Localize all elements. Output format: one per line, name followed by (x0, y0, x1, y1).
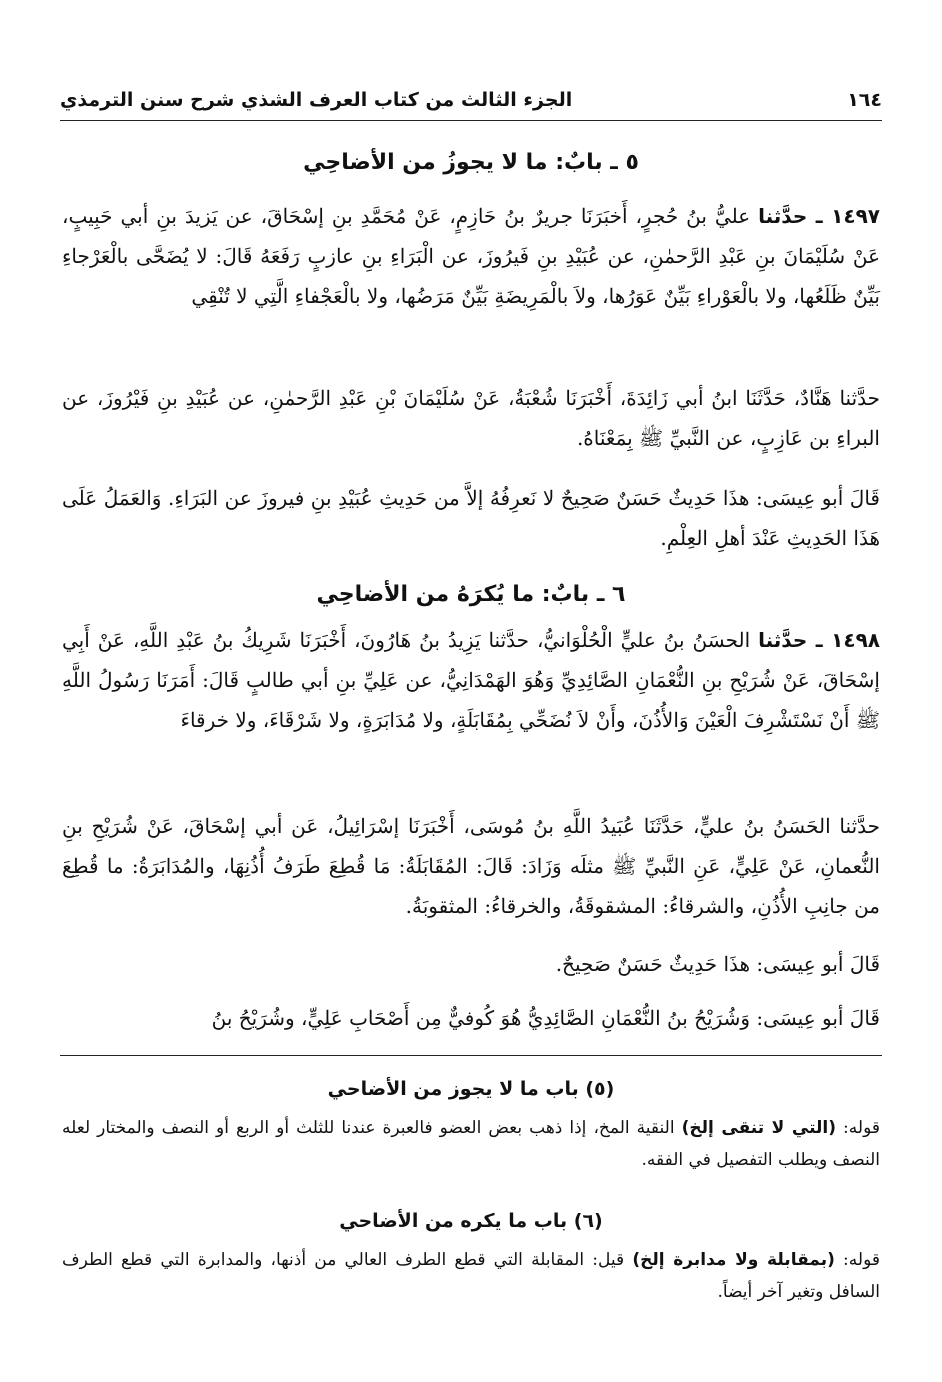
commentary-5 (62, 1078, 880, 1176)
section-6 (62, 582, 880, 607)
section-5 (62, 150, 880, 175)
hadith-text: الحسَنُ بنُ عليٍّ الْحُلْوَانيُّ، حدَّثنا يَزِيدُ بنُ هَارُونَ، أَخْبَرَنَا شَرِيكُ بنُ عَبْدِ اللَّهِ، عَنْ أَبِي إسْحَاقَ، عَنْ شُرَيْحِ بنِ النُّعْمَانِ الصَّائِدِيِّ وَهُوَ الهَمْدَانِيُّ، عن عَلِيِّ بنِ أبي طالبٍ قَالَ: أَمَرَنَا رَسُولُ اللَّهِ ﷺ أَنْ نَسْتَشْرِفَ الْعَيْنَ وَالأُذُنَ، وأَنْ لاَ نُضَحِّي بِمُقَابَلَةٍ، ولا مُدَابَرَةٍ، ولا شَرْقَاءَ، ولا خرقاءَ (62, 628, 880, 732)
note-lead: (بمقابلة ولا مدابرة إلخ) (632, 1250, 835, 1270)
grading-paragraph (62, 478, 880, 558)
chain-paragraph (62, 378, 880, 458)
commentary-note (62, 1112, 880, 1176)
narration-paragraph: حدَّثنا الحَسَنُ بنُ عليٍّ، حَدَّثَنَا عُبَيدُ اللَّهِ بنُ مُوسَى، أَخْبَرَنَا إسْرَائِيلُ، عَن أبي إسْحَاقَ، عَنْ شُرَيْحِ بنِ النُّعمانِ، عَنْ عَلِيٍّ، عَنِ النَّبيِّ ﷺ مثلَه وَزَادَ: قَالَ: المُقَابَلَةُ: مَا قُطِعَ طَرَفُ أُذُنِهَا، والمُدَابَرَةُ: ما قُطِعَ من جانِبِ الأُذُنِ، والشرقاءُ: المشقوقَةُ، والخرقاءُ: المثقوبَةُ. (62, 814, 880, 918)
commentary-note (62, 1244, 880, 1308)
hadith-paragraph (62, 196, 880, 316)
commentary-divider (60, 1055, 882, 1056)
hadith-text: عليُّ بنُ حُجرٍ، أَخبَرَنَا جريرٌ بنُ حَازِمٍ، عَنْ مُحَمَّدِ بنِ إسْحَاقَ، عن يَزيدَ بنِ أبي حَبِيبٍ، عَنْ سُلَيْمَانَ بنِ عَبْدِ الرَّحمٰنِ، عن عُبَيْدِ بنِ فَيرُوزَ، عن الْبَرَاءِ بنِ عازبٍ رَفَعَهُ قَالَ: لا يُضَحَّى بالْعَرْجاءِ بَيِّنٌ ظَلَعُها، ولا بالْعَوْراءِ بَيِّنٌ عَوَرُها، ولاَ بالْمَرِيضَةِ بَيِّنٌ مَرَضُها، ولا بالْعَجْفاءِ الَّتِي لا تُنْقِي (62, 204, 880, 308)
commentary-6 (62, 1210, 880, 1308)
grading-paragraph-2 (62, 944, 880, 984)
note-prefix: قوله: (834, 1250, 880, 1270)
narration-paragraph: حدَّثنا هَنَّادٌ، حَدَّثَنَا ابنُ أبي زَائِدَةَ، أَخْبَرَنَا شُعْبَةُ، عَنْ سُلَيْمَانَ بْنِ عَبْدِ الرَّحمٰنِ، عن عُبَيْدِ بنِ فَيْرُوزَ، عن البراءِ بن عَازِبٍ، عن النَّبيِّ ﷺ بِمَعْنَاهُ. (62, 386, 880, 450)
abu-isa-comment: قَالَ أبو عِيسَى: وَشُرَيْحُ بنُ النُّعْمَانِ الصَّائِدِيُّ هُوَ كُوفيٌّ مِن أَصْحَابِ عَلِيٍّ، وشُرَيْحُ بنُ (211, 1006, 880, 1030)
running-title: الجزء الثالث من كتاب العرف الشذي شرح سنن الترمذي (60, 89, 573, 111)
narrator-note (62, 998, 880, 1038)
note-prefix: قوله: (836, 1118, 880, 1138)
hadith-number: ١٤٩٧ ـ حدَّثنا (758, 204, 880, 228)
commentary-heading: (٥) باب ما لا يجوز من الأضاحي (327, 1078, 615, 1100)
hadith-number: ١٤٩٨ ـ حدَّثنا (758, 628, 880, 652)
hadith-paragraph (62, 620, 880, 740)
chain-paragraph-2 (62, 806, 880, 926)
abu-isa-comment: قَالَ أبو عِيسَى: هذَا حَدِيثٌ حَسَنٌ صَحِيحٌ. (555, 952, 880, 976)
hadith-1498 (62, 620, 880, 740)
note-lead: (التي لا تنقى إلخ) (681, 1118, 837, 1138)
page-number: ١٦٤ (847, 89, 882, 111)
note-text: قيل: المقابلة التي قطع الطرف العالي من أذنها، والمدابرة التي قطع الطرف السافل وتغير آخر أيضاً. (62, 1250, 880, 1302)
abu-isa-comment: قَالَ أبو عِيسَى: هذَا حَدِيثٌ حَسَنٌ صَحِيحٌ لا نَعرِفُهُ إلاَّ من حَدِيثِ عُبَيْدِ بنِ فيروزَ عن البَرَاءِ. وَالعَمَلُ عَلَى هَذَا الحَدِيثِ عَنْدَ أهلِ العِلْمِ. (62, 486, 880, 550)
hadith-1497 (62, 196, 880, 316)
running-header (60, 80, 882, 121)
note-text: النقية المخ، إذا ذهب بعض العضو فالعبرة عندنا للثلث أو الربع أو النصف والمختار لعله النصف ويطلب التفصيل في الفقه. (62, 1118, 880, 1170)
section-heading: ٦ ـ بابٌ: ما يُكرَهُ من الأضاحِي (316, 582, 626, 607)
section-heading: ٥ ـ بابٌ: ما لا يجوزُ من الأضاحِي (303, 150, 639, 175)
commentary-heading: (٦) باب ما يكره من الأضاحي (339, 1210, 603, 1232)
